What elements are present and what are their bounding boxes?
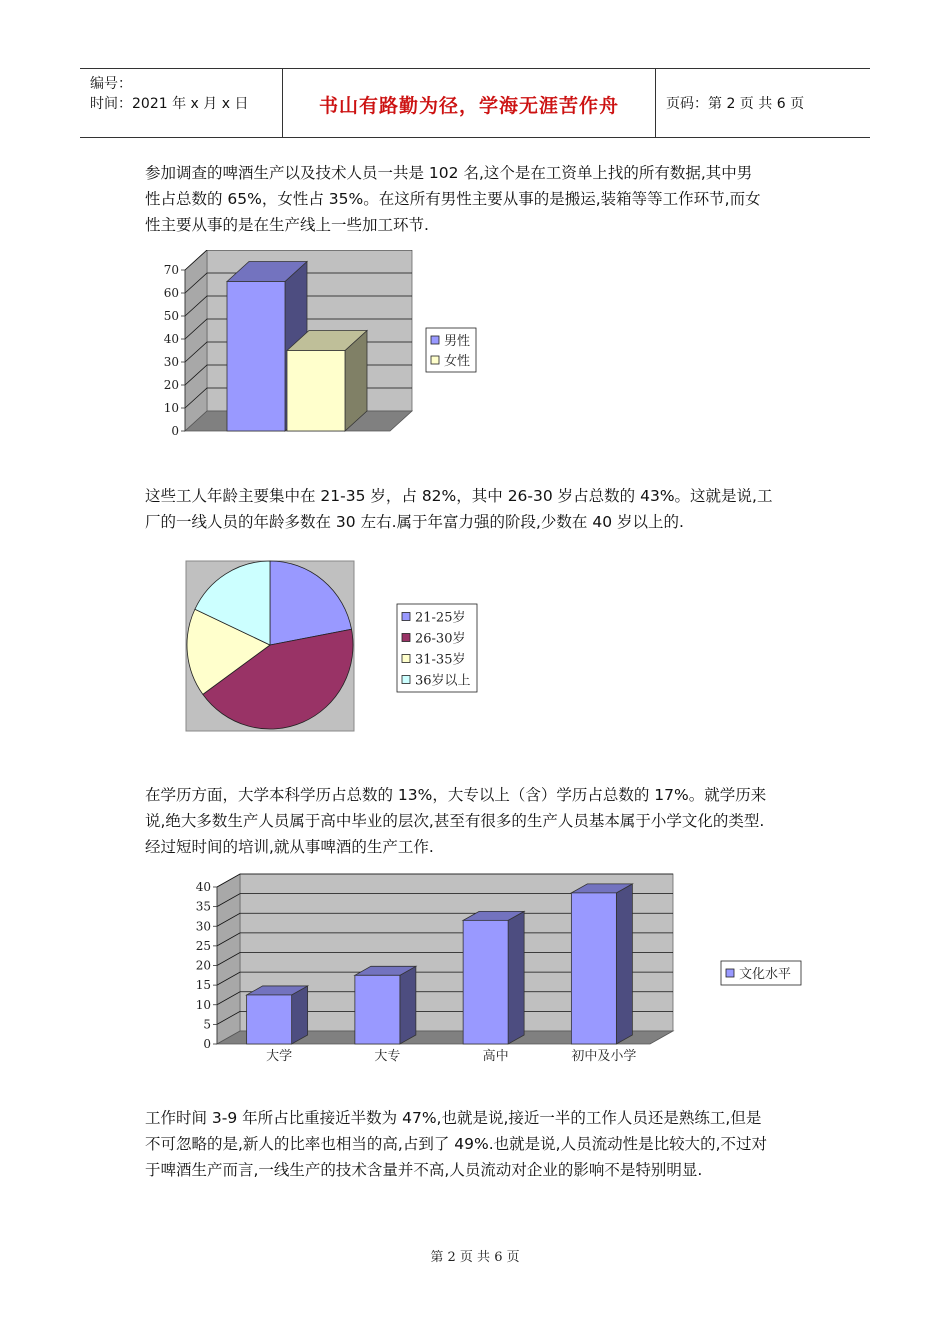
- y-tick-label: 10: [163, 401, 179, 415]
- paragraph-age: [145, 483, 815, 535]
- y-tick-label: 70: [163, 263, 179, 277]
- legend-label: 36岁以上: [415, 673, 471, 689]
- legend-swatch: [402, 655, 410, 663]
- y-tick-label: 20: [163, 378, 179, 392]
- legend-swatch: [402, 613, 410, 621]
- age-pie-chart: [185, 560, 485, 735]
- text-line: 性主要从事的是在生产线上一些加工环节.: [145, 216, 429, 234]
- plot-side-wall: [185, 250, 207, 431]
- page-header: [80, 68, 870, 138]
- y-tick-label: 50: [163, 309, 179, 323]
- text-line: 性占总数的 65%，女性占 35%。在这所有男性主要从事的是搬运,装箱等等工作环节,而女: [145, 190, 761, 208]
- text-line: 在学历方面，大学本科学历占总数的 13%，大专以上（含）学历占总数的 17%。就学历来: [145, 786, 767, 804]
- text-line: 于啤酒生产而言,一线生产的技术含量并不高,人员流动对企业的影响不是特别明显.: [145, 1161, 703, 1179]
- chart-svg: [185, 560, 485, 735]
- text-line: 经过短时间的培训,就从事啤酒的生产工作.: [145, 838, 434, 856]
- education-bar-chart: [190, 870, 810, 1070]
- chart-svg: [150, 250, 490, 440]
- legend: [721, 961, 801, 985]
- y-tick-label: 60: [163, 286, 179, 300]
- y-tick-label: 35: [195, 899, 211, 914]
- legend: [426, 328, 476, 372]
- motto: 书山有路勤为径，学海无涯苦作舟: [318, 95, 619, 117]
- y-tick-label: 20: [195, 958, 211, 973]
- page-footer: 第 2 页 共 6 页: [430, 1250, 520, 1265]
- paragraph-worktime: [145, 1105, 815, 1183]
- y-tick-label: 30: [163, 355, 179, 369]
- chart-svg: [190, 870, 810, 1070]
- x-tick-label: 初中及小学: [571, 1049, 637, 1064]
- text-line: 工作时间 3-9 年所占比重接近半数为 47%,也就是说,接近一半的工作人员还是熟练工,但是: [145, 1109, 762, 1127]
- legend-swatch: [402, 634, 410, 642]
- header-page-cell: [656, 69, 870, 137]
- legend-label: 文化水平: [739, 967, 792, 982]
- y-tick-label: 0: [171, 424, 179, 438]
- text-line: 说,绝大多数生产人员属于高中毕业的层次,甚至有很多的生产人员基本属于小学文化的类型.: [145, 812, 765, 830]
- legend-label: 31-35岁: [415, 652, 466, 668]
- bar: [571, 893, 616, 1044]
- legend-swatch: [431, 356, 439, 364]
- text-line: 厂的一线人员的年龄多数在 30 左右.属于年富力强的阶段,少数在 40 岁以上的.: [145, 513, 684, 531]
- x-tick-label: 大专: [374, 1049, 401, 1064]
- y-tick-label: 30: [195, 919, 211, 934]
- x-tick-label: 大学: [266, 1049, 293, 1064]
- paragraph-education: [145, 782, 815, 860]
- number-label: 编号：: [90, 76, 132, 92]
- bar: [287, 351, 345, 432]
- y-tick-label: 10: [195, 997, 211, 1012]
- bar-side: [292, 986, 308, 1044]
- gender-bar-chart: [150, 250, 490, 440]
- y-tick-label: 40: [163, 332, 179, 346]
- bar-side: [400, 966, 416, 1044]
- legend-swatch: [431, 336, 439, 344]
- y-tick-label: 25: [195, 938, 211, 953]
- y-tick-label: 15: [195, 978, 211, 993]
- y-tick-label: 40: [195, 880, 211, 894]
- paragraph-gender: [145, 160, 815, 238]
- text-line: 不可忽略的是,新人的比率也相当的高,占到了 49%.也就是说,人员流动性是比较大的,不过对: [145, 1135, 768, 1153]
- header-meta: [80, 69, 282, 137]
- page-info: 页码：第 2 页 共 6 页: [666, 96, 805, 112]
- bar-side: [616, 884, 632, 1044]
- y-tick-label: 5: [203, 1017, 211, 1032]
- header-motto-cell: [282, 69, 656, 137]
- bar: [463, 920, 508, 1044]
- legend-label: 女性: [444, 354, 471, 369]
- legend-swatch: [402, 676, 410, 684]
- text-line: 参加调查的啤酒生产以及技术人员一共是 102 名,这个是在工资单上找的所有数据,其中男: [145, 164, 753, 182]
- bar: [355, 975, 400, 1044]
- y-tick-label: 0: [203, 1037, 211, 1051]
- legend-swatch: [726, 969, 734, 977]
- time-label: 时间：2021 年 x 月 x 日: [90, 96, 249, 112]
- bar-side: [508, 911, 524, 1044]
- legend-label: 21-25岁: [415, 610, 466, 626]
- bar: [227, 282, 285, 432]
- bar: [247, 995, 292, 1044]
- legend-label: 男性: [444, 334, 471, 349]
- legend: [397, 604, 477, 692]
- x-tick-label: 高中: [482, 1049, 509, 1064]
- legend-label: 26-30岁: [415, 631, 466, 647]
- text-line: 这些工人年龄主要集中在 21-35 岁，占 82%，其中 26-30 岁占总数的 43%。这就是说,工: [145, 487, 773, 505]
